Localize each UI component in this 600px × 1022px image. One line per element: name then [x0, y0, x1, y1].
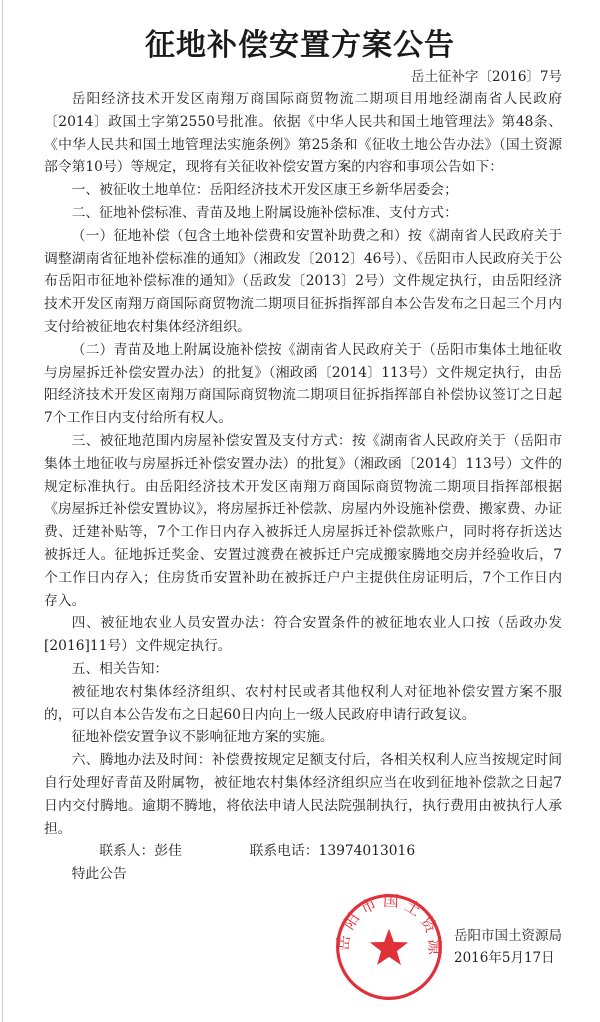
- contact-phone: 联系电话：13974013016: [249, 843, 416, 860]
- signature-area: [44, 892, 562, 1002]
- paragraph-section-6: 六、腾地办法及时间：补偿费按规定足额支付后，各相关权利人应当按规定时间自行处理好青苗及附属物，被征地农村集体经济组织应当在收到征地补偿款之日起7日内交付腾地。逾期不腾地，将依法申请人民法院强制执行，执行费用由被执行人承担。: [44, 752, 562, 837]
- contact-person: 联系人：彭佳: [99, 843, 182, 860]
- document-number: 岳土征补字〔2016〕7号: [411, 69, 562, 85]
- issue-date: 2016年5月17日: [454, 949, 555, 966]
- seal-text: 岳 阳 市 国 土 资 源: [334, 891, 444, 955]
- seal-star: [370, 929, 408, 965]
- paragraph-section-1: 一、被征收土地单位：岳阳经济技术开发区康王乡新华居委会；: [71, 182, 458, 199]
- paragraph-section-2-1: （一）征地补偿（包含土地补偿费和安置补助费之和）按《湖南省人民政府关于调整湖南省征地补偿标准的通知》（湘政发〔2012〕46号）、《岳阳市人民政府关于公布岳阳市征地补偿标准的通知》（岳政发〔2013〕2号）文件规定执行，由岳阳经济技术开发区南翔万商国际商贸物流二期项目征拆指挥部自本公告发布之日起三个月内支付给被征地农村集体经济组织。: [44, 227, 562, 335]
- document-body: [44, 88, 562, 886]
- paragraph-section-2-2: （二）青苗及地上附属设施补偿按《湖南省人民政府关于（岳阳市集体土地征收与房屋拆迁补偿安置办法）的批复》（湘政函〔2014〕113号）文件规定执行，由岳阳经济技术开发区南翔万商国际商贸物流二期项目征拆指挥部自补偿协议签订之日起7个工作日内支付给所有权人。: [44, 341, 562, 427]
- contact-line: [44, 840, 562, 863]
- paragraph-section-5: 五、相关告知：: [71, 660, 169, 677]
- paragraph-intro: 岳阳经济技术开发区南翔万商国际商贸物流二期项目用地经湖南省人民政府〔2014〕政国土字第2550号批准。依据《中华人民共和国土地管理法》第48条、《中华人民共和国土地管理法实施条例》第25条和《征收土地公告办法》（国土资源部令第10号）等规定，现将有关征收补偿安置方案的内容和事项公告如下：: [44, 91, 562, 176]
- page-edge: [2, 0, 3, 1022]
- closing-text: 特此公告: [71, 866, 127, 883]
- issuer-name: 岳阳市国土资源局: [454, 927, 562, 944]
- paragraph-section-5-appeal: 被征地农村集体经济组织、农村村民或者其他权利人对征地补偿安置方案不服的，可以自本公告发布之日起60日内向上一级人民政府申请行政复议。: [44, 683, 562, 723]
- paragraph-section-3: 三、被征地范围内房屋补偿安置及支付方式：按《湖南省人民政府关于（岳阳市集体土地征收与房屋拆迁补偿安置办法）的批复》（湘政函〔2014〕113号）文件的规定标准执行。由岳阳经济技术开发区南翔万商国际商贸物流二期项目指挥部根据《房屋拆迁补偿安置协议》，将房屋拆迁补偿款、房屋内外设施补偿费、搬家费、办证费、迁建补贴等，7个工作日内存入被拆迁人房屋拆迁补偿款账户，同时将存折送达被拆迁人。征地拆迁奖金、安置过渡费在被拆迁户完成搬家腾地交房并经验收后，7个工作日内存入；住房货币安置补助在被拆迁户户主提供住房证明后，7个工作日内存入。: [44, 432, 562, 609]
- paragraph-section-2: 二、征地补偿标准、青苗及地上附属设施补偿标准、支付方式：: [71, 204, 458, 221]
- document-title: 征地补偿安置方案公告: [145, 28, 455, 63]
- paragraph-section-5-dispute: 征地补偿安置争议不影响征地方案的实施。: [71, 729, 334, 746]
- signature-block: [454, 925, 562, 969]
- official-seal: [334, 892, 444, 1002]
- paragraph-section-4: 四、被征地农业人员安置办法：符合安置条件的被征地农业人口按（岳政办发[2016]11号）文件规定执行。: [44, 615, 562, 655]
